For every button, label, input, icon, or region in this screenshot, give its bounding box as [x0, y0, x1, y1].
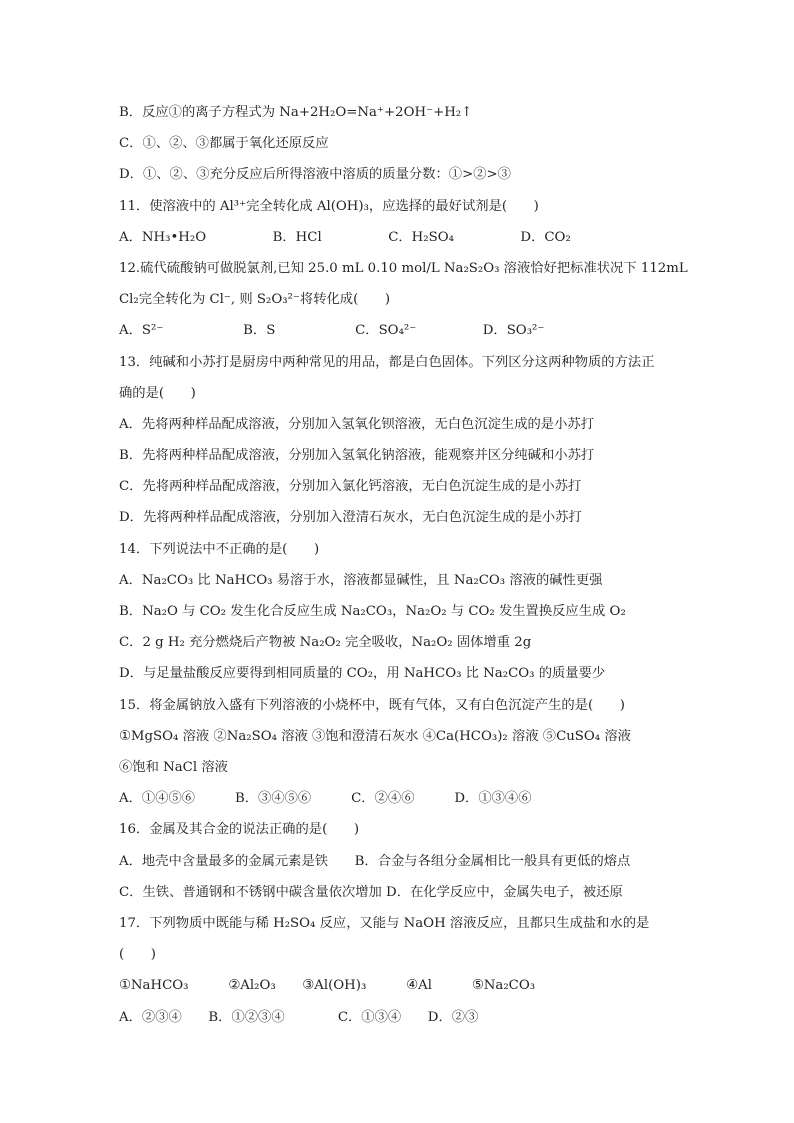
options-16-cd: C．生铁、普通钢和不锈钢中碳含量依次增加 D．在化学反应中，金属失电子，被还原 — [119, 885, 623, 900]
question-13: 13．纯碱和小苏打是厨房中两种常见的用品，都是白色固体。下列区分这两种物质的方法正 — [119, 355, 655, 370]
question-15-items: ①MgSO₄ 溶液 ②Na₂SO₄ 溶液 ③饱和澄清石灰水 ④Ca(HCO₃)₂ 溶液 ⑤CuSO₄ 溶液 — [119, 729, 631, 744]
question-17-items: ①NaHCO₃ ②Al₂O₃ ③Al(OH)₃ ④Al ⑤Na₂CO₃ — [119, 978, 536, 993]
option-14b: B．Na₂O 与 CO₂ 发生化合反应生成 Na₂CO₃，Na₂O₂ 与 CO₂ 发生置换反应生成 O₂ — [119, 604, 626, 619]
question-12: 12.硫代硫酸钠可做脱氯剂,已知 25.0 mL 0.10 mol/L Na₂S₂O₃ 溶液恰好把标准状况下 112mL — [119, 261, 688, 276]
options-16-ab: A．地壳中含量最多的金属元素是铁 B．合金与各组分金属相比一般具有更低的熔点 — [119, 854, 631, 869]
option-13c: C．先将两种样品配成溶液，分别加入氯化钙溶液，无白色沉淀生成的是小苏打 — [119, 479, 582, 494]
question-17-cont: ( ) — [119, 947, 156, 962]
option-10b: B．反应①的离子方程式为 Na+2H₂O=Na⁺+2OH⁻+H₂↑ — [119, 105, 473, 120]
option-14c: C．2 g H₂ 充分燃烧后产物被 Na₂O₂ 完全吸收，Na₂O₂ 固体增重 2g — [119, 635, 532, 650]
question-14: 14．下列说法中不正确的是( ) — [119, 542, 320, 557]
question-15-items-cont: ⑥饱和 NaCl 溶液 — [119, 760, 228, 775]
question-11: 11．使溶液中的 Al³⁺完全转化成 Al(OH)₃，应选择的最好试剂是( ) — [119, 199, 539, 214]
options-11: A．NH₃•H₂O B．HCl C．H₂SO₄ D．CO₂ — [119, 230, 571, 245]
option-13d: D．先将两种样品配成溶液，分别加入澄清石灰水，无白色沉淀生成的是小苏打 — [119, 510, 582, 525]
question-12-cont: Cl₂完全转化为 Cl⁻, 则 S₂O₃²⁻将转化成( ) — [119, 292, 391, 307]
options-15: A．①④⑤⑥ B．③④⑤⑥ C．②④⑥ D．①③④⑥ — [119, 791, 532, 806]
option-14d: D．与足量盐酸反应要得到相同质量的 CO₂，用 NaHCO₃ 比 Na₂CO₃ 的质量要少 — [119, 666, 606, 681]
option-14a: A．Na₂CO₃ 比 NaHCO₃ 易溶于水，溶液都显碱性，且 Na₂CO₃ 溶液的碱性更强 — [119, 573, 603, 588]
question-16: 16．金属及其合金的说法正确的是( ) — [119, 822, 360, 837]
option-10d: D．①、②、③充分反应后所得溶液中溶质的质量分数：①>②>③ — [119, 167, 511, 182]
options-17: A．②③④ B．①②③④ C．①③④ D．②③ — [119, 1010, 479, 1025]
question-17: 17．下列物质中既能与稀 H₂SO₄ 反应，又能与 NaOH 溶液反应，且都只生成盐和水的是 — [119, 916, 650, 931]
question-13-cont: 确的是( ) — [119, 386, 196, 401]
question-15: 15．将金属钠放入盛有下列溶液的小烧杯中，既有气体，又有白色沉淀产生的是( ) — [119, 698, 625, 713]
option-13b: B．先将两种样品配成溶液，分别加入氢氧化钠溶液，能观察并区分纯碱和小苏打 — [119, 448, 595, 463]
options-12: A．S²⁻ B．S C．SO₄²⁻ D．SO₃²⁻ — [119, 323, 545, 338]
option-13a: A．先将两种样品配成溶液，分别加入氢氧化钡溶液，无白色沉淀生成的是小苏打 — [119, 417, 594, 432]
option-10c: C．①、②、③都属于氧化还原反应 — [119, 136, 329, 151]
